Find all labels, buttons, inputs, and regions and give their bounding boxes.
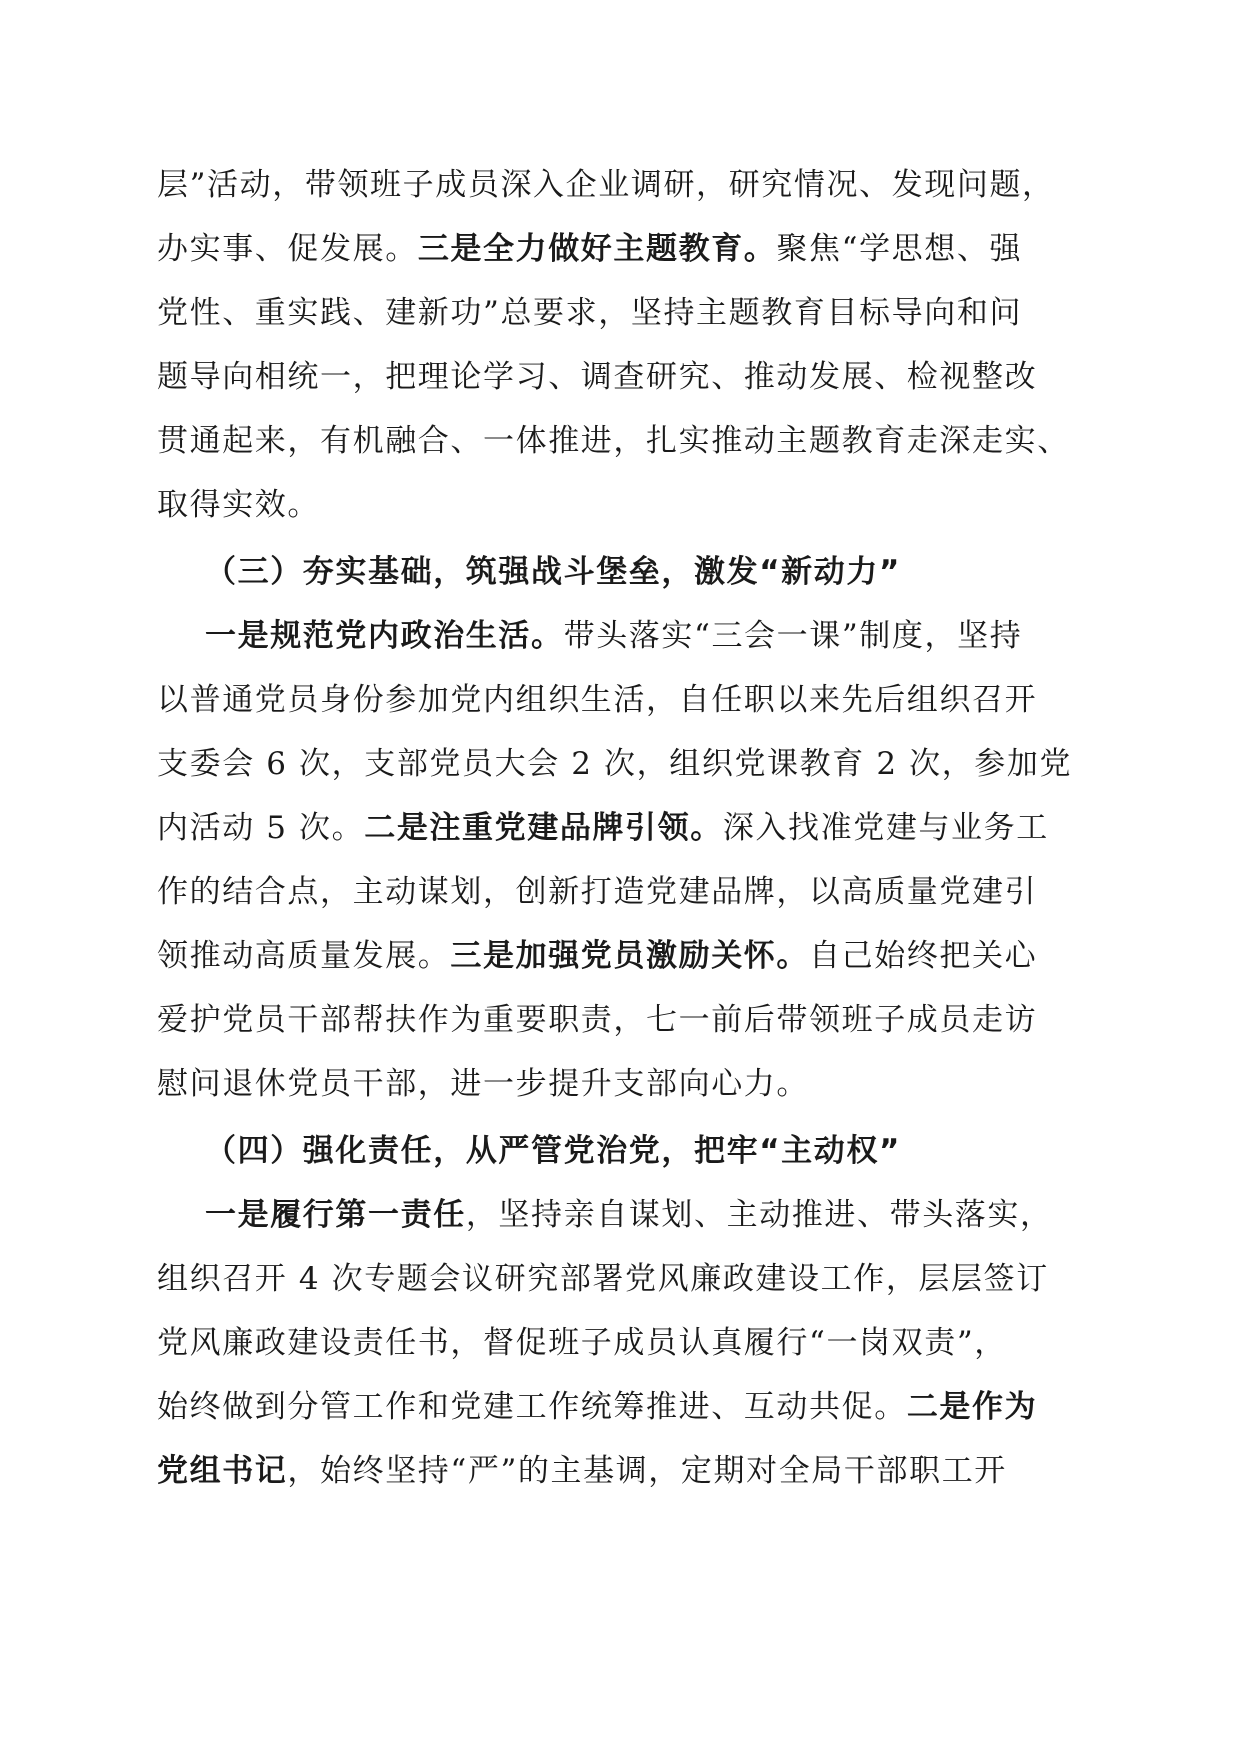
text-run: 组织召开 4 次专题会议研究部署党风廉政建设工作，层层签订 (157, 1261, 1049, 1297)
text-run: ，坚持亲自谋划、主动推进、带头落实， (465, 1197, 1053, 1233)
paragraph-line (157, 229, 1022, 269)
text-run: 党性、重实践、建新功”总要求，坚持主题教育目标导向和问 (157, 295, 1023, 331)
bold-text-run: 一是规范党内政治生活。 (205, 618, 564, 654)
bold-text-run: 三是全力做好主题教育。 (417, 231, 777, 267)
text-run: 题导向相统一，把理论学习、调查研究、推动发展、检视整改 (157, 359, 1038, 395)
paragraph-line (157, 872, 1037, 912)
paragraph-line (157, 1000, 1037, 1040)
paragraph-line (157, 1259, 1049, 1299)
bold-text-run: 二是作为 (906, 1389, 1038, 1425)
paragraph-line (157, 485, 320, 525)
bold-text-run: 三是加强党员激励关怀。 (450, 938, 810, 974)
text-run: 自己始终把关心 (809, 938, 1038, 974)
paragraph-line (157, 808, 1049, 848)
paragraph-line (157, 936, 1037, 976)
text-run: ，始终坚持“严”的主基调，定期对全局干部职工开 (287, 1453, 1007, 1489)
text-run: 聚焦“学思想、强 (776, 231, 1023, 267)
heading-text: （四）强化责任，从严管党治党，把牢“主动权” (205, 1133, 901, 1169)
section-heading (205, 552, 901, 592)
paragraph-line (157, 1064, 809, 1104)
text-run: 作的结合点，主动谋划，创新打造党建品牌，以高质量党建引 (157, 874, 1038, 910)
heading-text: （三）夯实基础，筑强战斗堡垒，激发“新动力” (205, 554, 901, 590)
text-run: 始终做到分管工作和党建工作统筹推进、互动共促。 (157, 1389, 907, 1425)
text-run: 取得实效。 (157, 487, 320, 523)
text-run: 以普通党员身份参加党内组织生活，自任职以来先后组织召开 (157, 682, 1038, 718)
paragraph-line (205, 616, 1022, 656)
paragraph-line (157, 1387, 1037, 1427)
text-run: 慰问退休党员干部，进一步提升支部向心力。 (157, 1066, 809, 1102)
text-run: 带头落实“三会一课”制度，坚持 (563, 618, 1023, 654)
bold-text-run: 党组书记 (157, 1453, 288, 1489)
bold-text-run: 二是注重党建品牌引领。 (364, 810, 723, 846)
bold-text-run: 一是履行第一责任 (205, 1197, 466, 1233)
text-run: 支委会 6 次，支部党员大会 2 次，组织党课教育 2 次，参加党 (157, 746, 1073, 782)
paragraph-line (157, 744, 1072, 784)
text-run: 党风廉政建设责任书，督促班子成员认真履行“一岗双责”， (157, 1325, 1007, 1361)
text-run: 贯通起来，有机融合、一体推进，扎实推动主题教育走深走实、 (157, 423, 1070, 459)
paragraph-line (157, 293, 1022, 333)
paragraph-line (157, 1451, 1007, 1491)
text-run: 办实事、促发展。 (157, 231, 418, 267)
text-run: 层”活动，带领班子成员深入企业调研，研究情况、发现问题， (157, 167, 1055, 203)
text-run: 领推动高质量发展。 (157, 938, 451, 974)
paragraph-line (205, 1195, 1053, 1235)
text-run: 深入找准党建与业务工 (722, 810, 1049, 846)
paragraph-line (157, 357, 1037, 397)
paragraph-line (157, 680, 1037, 720)
section-heading (205, 1131, 901, 1171)
paragraph-line (157, 165, 1055, 205)
text-run: 爱护党员干部帮扶作为重要职责，七一前后带领班子成员走访 (157, 1002, 1038, 1038)
text-run: 内活动 5 次。 (157, 810, 365, 846)
paragraph-line (157, 1323, 1007, 1363)
paragraph-line (157, 421, 1070, 461)
